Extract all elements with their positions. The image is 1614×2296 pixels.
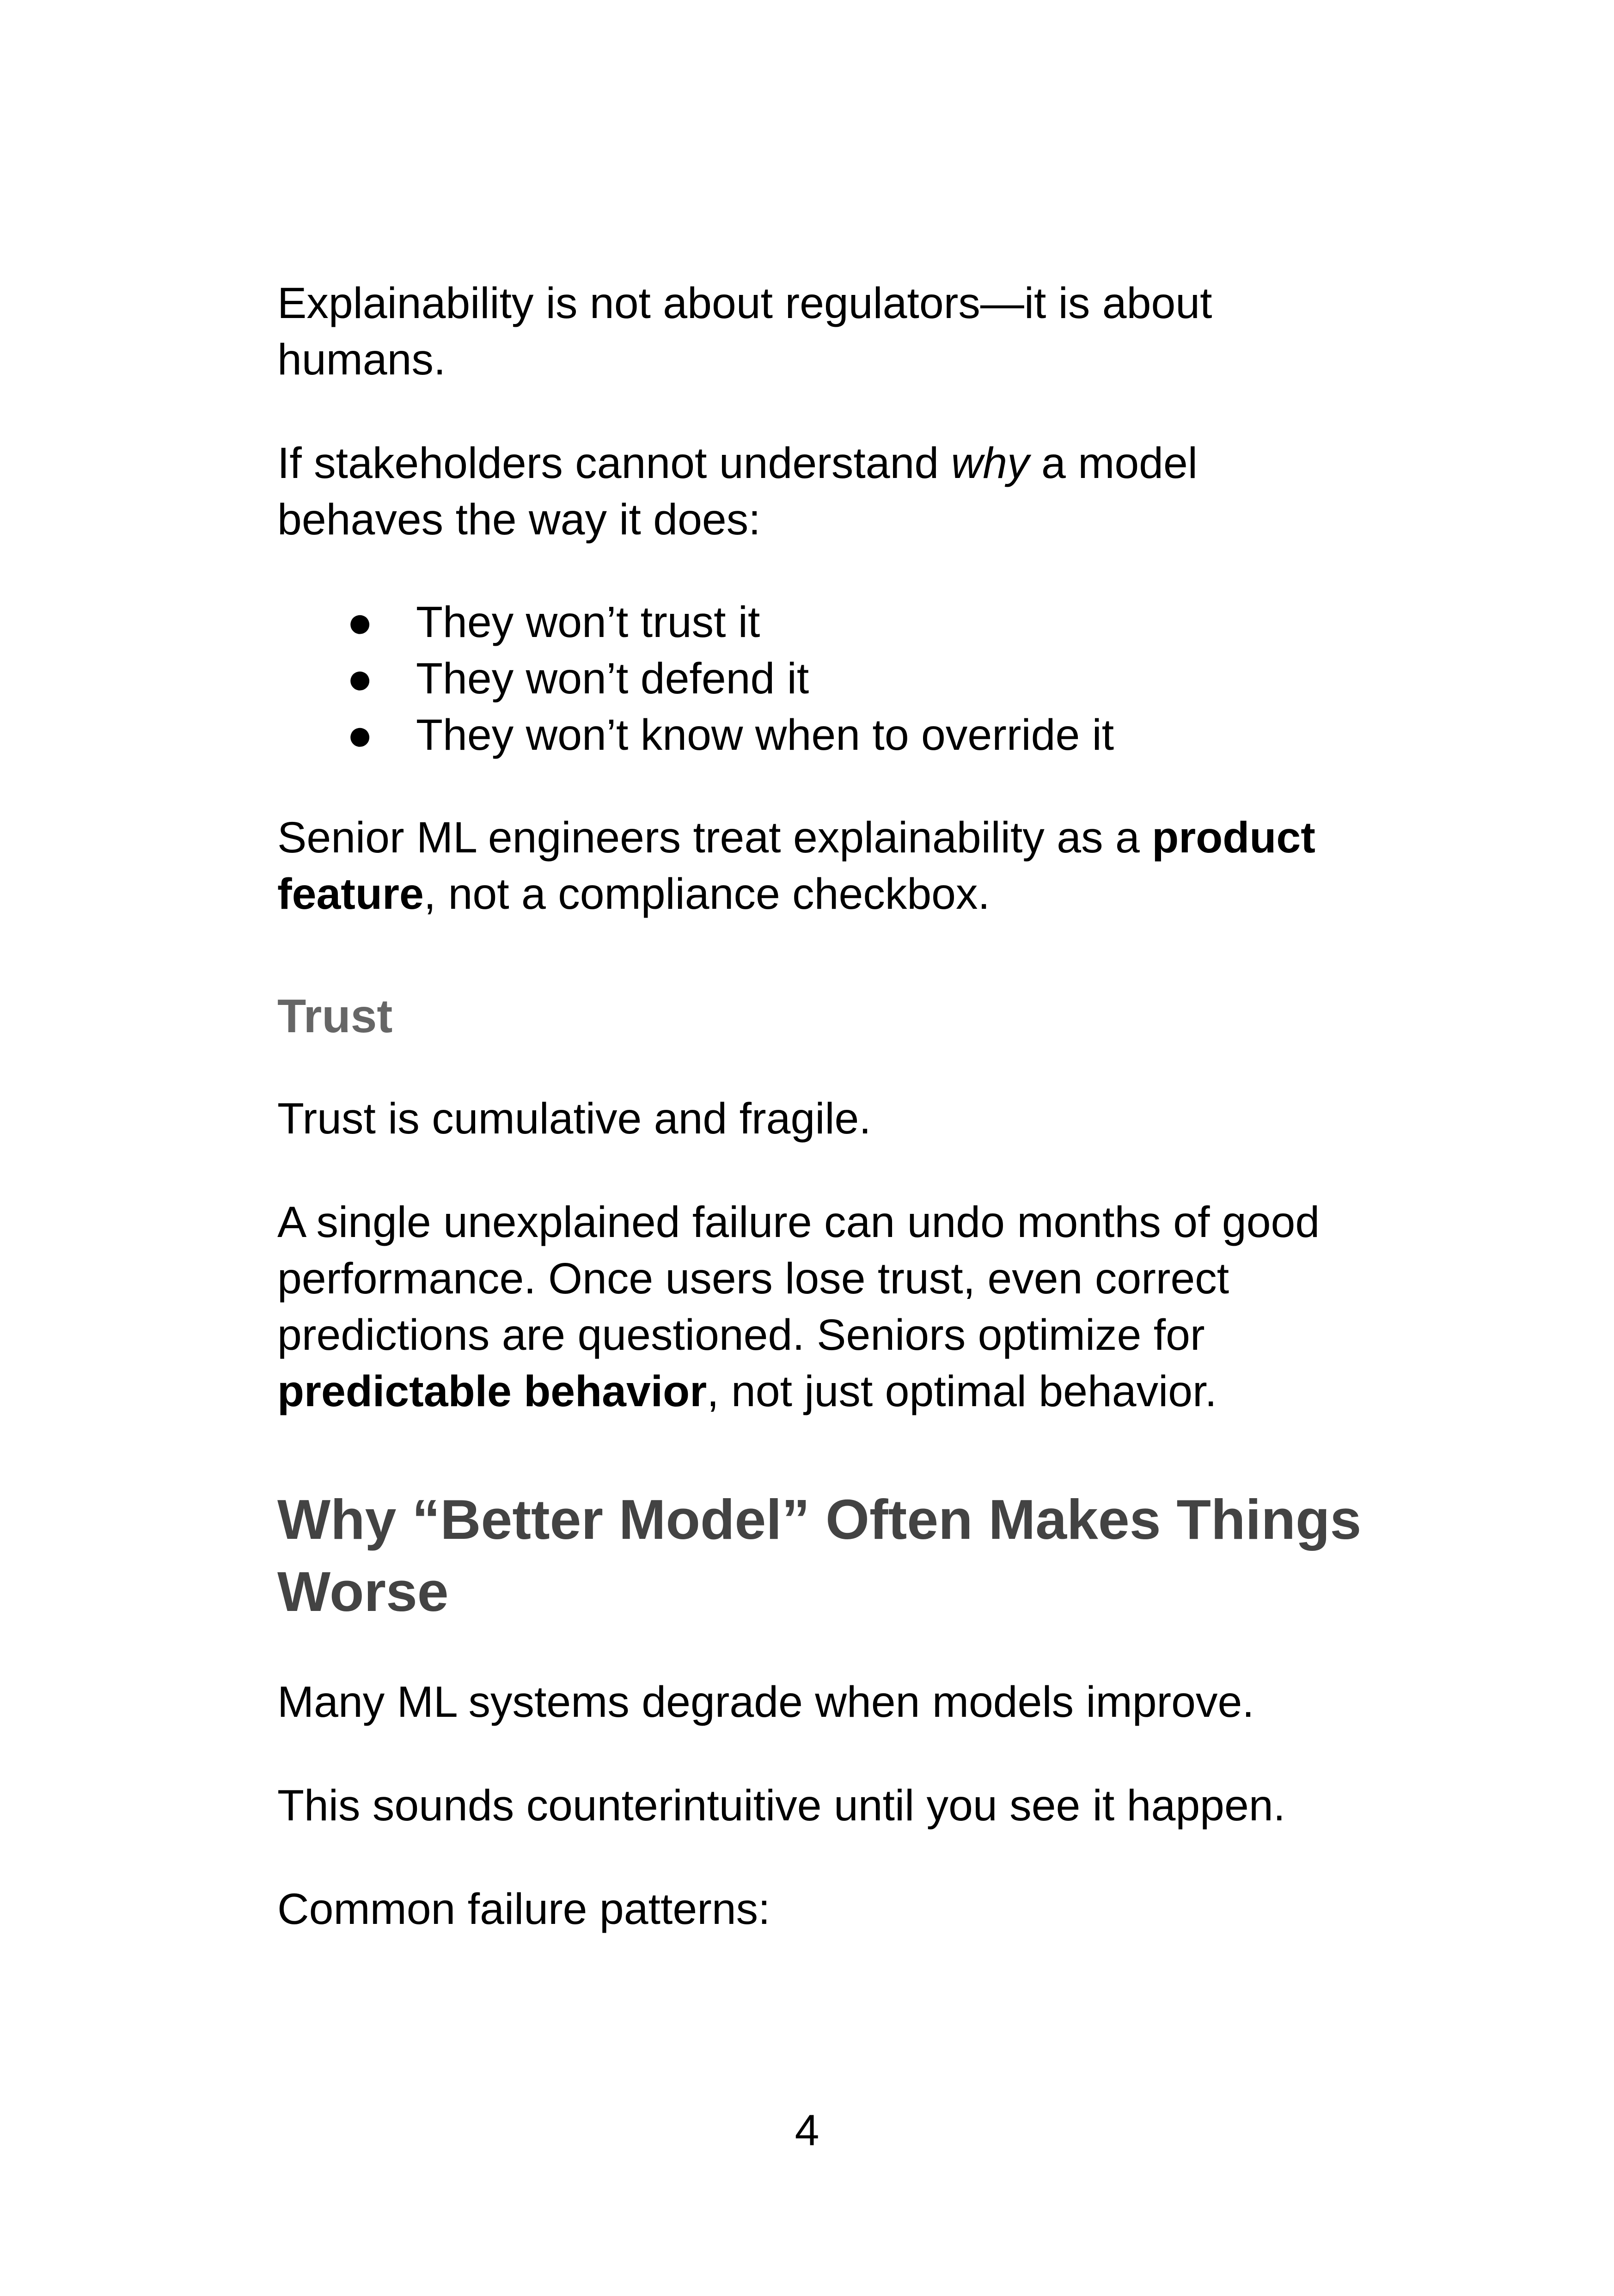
paragraph-text: A single unexplained failure can undo months of good performance. Once users lose trust, even correct predictions are questioned. Seniors optimize for [277, 1198, 1320, 1359]
bold-text: predictable behavior [277, 1367, 707, 1416]
paragraph-trust-cumulative [277, 1090, 1363, 1147]
list-item [277, 594, 1363, 650]
paragraph-explainability [277, 275, 1363, 388]
list-item-text: They won’t know when to override it [416, 710, 1114, 759]
page-number: 4 [795, 2106, 819, 2155]
section-heading-better-model: Why “Better Model” Often Makes Things Worse [277, 1488, 1362, 1623]
bullet-icon: ● [347, 654, 373, 703]
paragraph-text: , not a compliance checkbox. [423, 869, 990, 918]
paragraph-senior-engineers [277, 809, 1363, 922]
paragraph-failure-patterns [277, 1881, 1363, 1937]
paragraph-text: Senior ML engineers treat explainability as a [277, 813, 1152, 862]
bold-text: product feature [277, 813, 1315, 918]
paragraph-text: Common failure patterns: [277, 1885, 770, 1934]
bullet-icon: ● [347, 710, 373, 759]
emphasis-text: why [951, 439, 1029, 488]
list-item-text: They won’t defend it [416, 654, 809, 703]
paragraph-systems-degrade [277, 1674, 1363, 1730]
paragraph-text: If stakeholders cannot understand [277, 439, 951, 488]
paragraph-text: a model behaves the way it does: [277, 439, 1198, 544]
paragraph-unexplained-failure [277, 1194, 1363, 1420]
paragraph-text: Trust is cumulative and fragile. [277, 1094, 871, 1143]
paragraph-text: Explainability is not about regulators—it is about humans. [277, 279, 1212, 384]
paragraph-counterintuitive [277, 1777, 1363, 1834]
paragraph-text: This sounds counterintuitive until you see it happen. [277, 1781, 1286, 1830]
paragraph-stakeholders [277, 435, 1363, 548]
bullet-icon: ● [347, 598, 373, 647]
list-item [277, 707, 1363, 763]
page-content [277, 275, 1363, 1937]
list-item-text: They won’t trust it [416, 598, 760, 647]
section-heading-trust: Trust [277, 990, 393, 1042]
list-item [277, 650, 1363, 707]
consequences-list [277, 594, 1363, 763]
paragraph-text: Many ML systems degrade when models improve. [277, 1678, 1254, 1727]
paragraph-text: , not just optimal behavior. [707, 1367, 1217, 1416]
